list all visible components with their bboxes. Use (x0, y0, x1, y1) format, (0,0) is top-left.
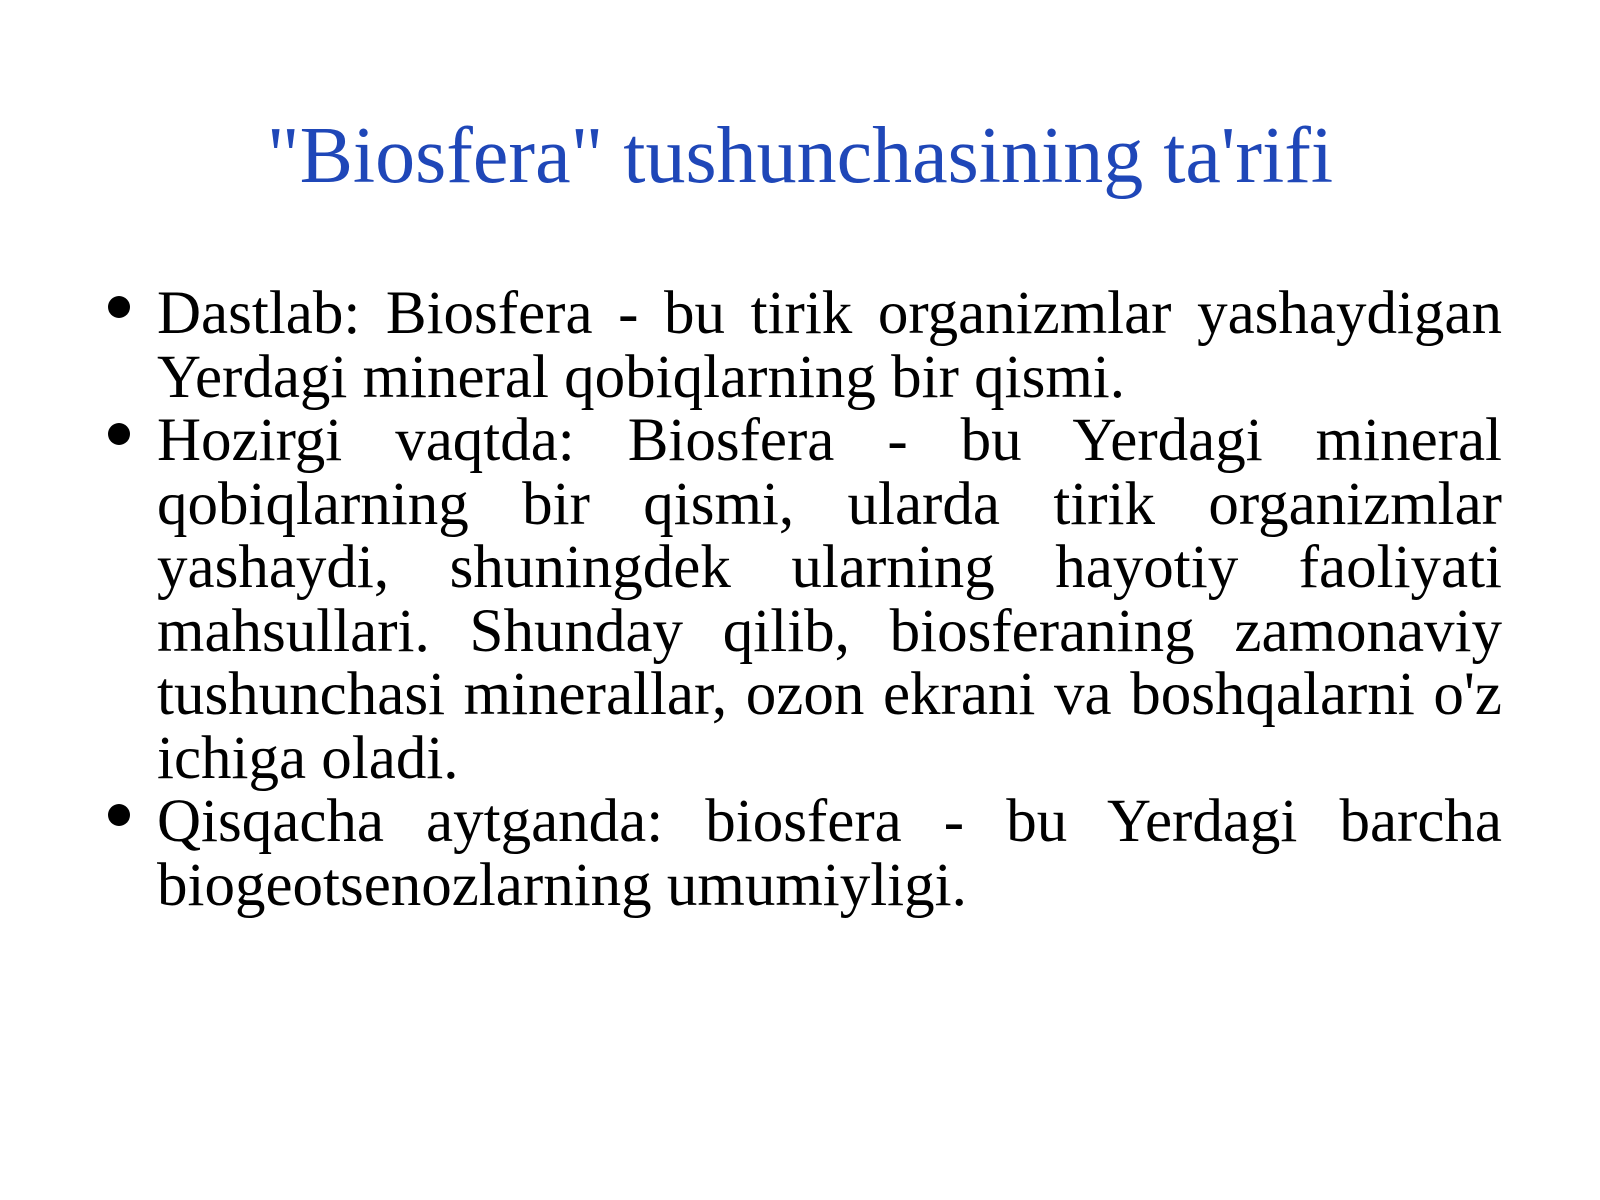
slide-title: "Biosfera" tushunchasining ta'rifi (266, 112, 1334, 200)
bullet-item-3 (100, 790, 1502, 917)
bullet-dot-icon (108, 296, 130, 318)
bullet-text-1: Dastlab: Biosfera - bu tirik organizmlar yashaydigan Yerdagi mineral qobiqlarning bir qismi. (157, 280, 1502, 411)
bullet-item-2 (100, 409, 1502, 790)
bullet-text-3: Qisqacha aytganda: biosfera - bu Yerdagi barcha biogeotsenozlarning umumiyligi. (157, 788, 1502, 919)
bullet-dot-icon (108, 423, 130, 445)
bullet-dot-icon (108, 804, 130, 826)
bullet-list (100, 282, 1502, 917)
bullet-text-2: Hozirgi vaqtda: Biosfera - bu Yerdagi mineral qobiqlarning bir qismi, ularda tirik organizmlar yashaydi, shuningdek ularning hayotiy faoliyati mahsullari. Shunday qilib, biosferaning zamonaviy tushunchasi minerallar, ozon ekrani va boshqalarni o'z ichiga oladi. (157, 407, 1502, 792)
bullet-item-1 (100, 282, 1502, 409)
